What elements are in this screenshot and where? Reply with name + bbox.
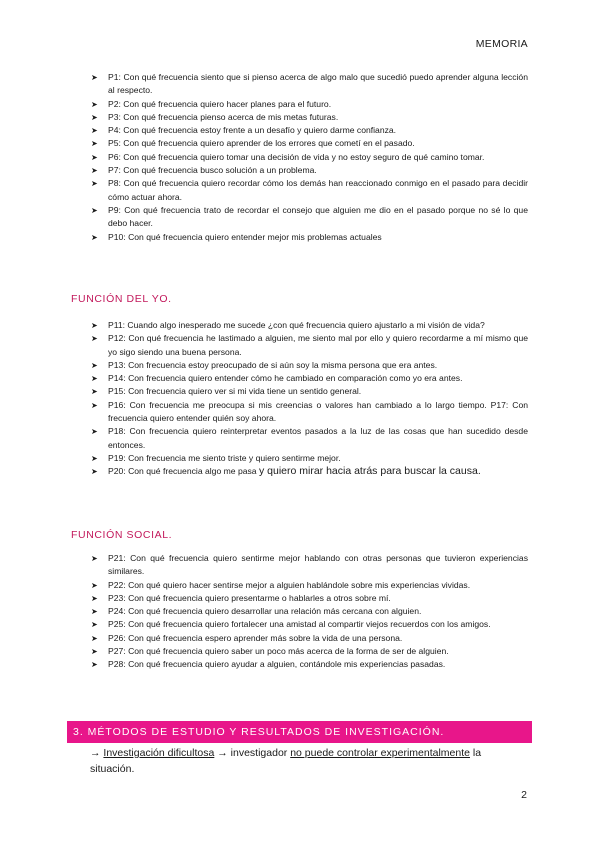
arrow-bullet-icon: ➤ [91,179,98,189]
list-item: ➤ P5: Con qué frecuencia quiero aprender de los errores que cometí en el pasado. [0,137,599,150]
arrow-bullet-icon: ➤ [91,580,98,590]
arrow-bullet-icon: ➤ [91,620,98,630]
arrow-bullet-icon: ➤ [91,112,98,122]
arrow-bullet-icon: ➤ [91,593,98,603]
arrow-bullet-icon: ➤ [91,321,98,330]
list-item: ➤ P8: Con qué frecuencia quiero recordar cómo los demás han reaccionado conmigo en el pasado para decidir cómo actuar ahora. [91,178,528,202]
section-title-yo: FUNCIÓN DEL YO. [71,293,172,305]
arrow-bullet-icon: ➤ [91,387,98,397]
arrow-bullet-icon: ➤ [91,126,98,136]
arrow-bullet-icon: ➤ [91,139,98,149]
arrow-bullet-icon: ➤ [91,334,98,344]
list-item: ➤ P2: Con qué frecuencia quiero hacer planes para el futuro. [0,98,599,111]
list-item: ➤ P28: Con qué frecuencia quiero ayudar a alguien, contándole mis experiencias pasadas. [0,658,599,671]
question-list-social [0,552,599,672]
page-number: 2 [521,789,527,801]
list-item: ➤ P4: Con qué frecuencia estoy frente a un desafío y quiero darme confianza. [0,124,599,137]
list-item: ➤ P14: Con frecuencia quiero entender cómo he cambiado en comparación como yo era antes. [0,372,599,385]
page-header-title: MEMORIA [475,38,528,50]
section-banner: 3. MÉTODOS DE ESTUDIO Y RESULTADOS DE INVESTIGACIÓN. [67,721,532,743]
arrow-bullet-icon: ➤ [91,554,98,563]
arrow-bullet-icon: ➤ [91,152,98,162]
arrow-bullet-icon: ➤ [91,99,98,109]
note-term: Investigación dificultosa [103,747,215,759]
list-item: ➤ P13: Con frecuencia estoy preocupado de si aún soy la misma persona que era antes. [0,359,599,372]
list-item: ➤ P15: Con frecuencia quiero ver si mi vida tiene un sentido general. [0,385,599,398]
arrow-bullet-icon: ➤ [91,427,98,437]
list-item: ➤ P21: Con qué frecuencia quiero sentirme mejor hablando con otras personas que tuvieron experiencias similares. [91,553,528,577]
arrow-bullet-icon: ➤ [91,166,98,176]
arrow-bullet-icon: ➤ [91,467,98,477]
note-underlined: no puede controlar experimentalmente [290,747,470,759]
list-item: ➤ P3: Con qué frecuencia pienso acerca de mis metas futuras. [0,111,599,124]
list-item: ➤ P7: Con qué frecuencia busco solución a un problema. [0,164,599,177]
list-item: ➤ P19: Con frecuencia me siento triste y quiero sentirme mejor. [0,452,599,465]
list-item: ➤ P12: Con qué frecuencia he lastimado a alguien, me siento mal por ello y quiero recordarme a mí mismo que yo sigo siendo una buena persona. [91,333,528,357]
question-list-yo [0,319,599,479]
section-title-social: FUNCIÓN SOCIAL. [71,529,173,541]
list-item: ➤ P18: Con frecuencia quiero reinterpretar eventos pasados a la luz de las cosas que han sucedido desde entonces. [91,426,528,450]
list-item: ➤ P27: Con qué frecuencia quiero saber un poco más acerca de la forma de ser de alguien. [0,645,599,658]
list-item: ➤ P23: Con qué frecuencia quiero presentarme o hablarles a otros sobre mí. [0,592,599,605]
arrow-bullet-icon: ➤ [91,607,98,617]
list-item: ➤ P25: Con qué frecuencia quiero fortalecer una amistad al compartir viejos recuerdos con los amigos. [0,618,599,631]
list-item: ➤ P11: Cuando algo inesperado me sucede ¿con qué frecuencia quiero ajustarlo a mi visión de vida? [0,319,599,332]
right-arrow-icon: → [90,747,101,759]
research-note [90,745,527,777]
arrow-bullet-icon: ➤ [91,232,98,242]
arrow-bullet-icon: ➤ [91,633,98,643]
question-list-1 [0,71,599,244]
arrow-bullet-icon: ➤ [91,647,98,657]
arrow-bullet-icon: ➤ [91,205,98,215]
arrow-bullet-icon: ➤ [91,400,98,410]
list-item: ➤ P22: Con qué quiero hacer sentirse mejor a alguien hablándole sobre mis experiencias vividas. [0,579,599,592]
list-item: ➤ P10: Con qué frecuencia quiero entender mejor mis problemas actuales [0,231,599,244]
list-item: ➤ P6: Con qué frecuencia quiero tomar una decisión de vida y no estoy seguro de qué camino tomar. [0,151,599,164]
arrow-bullet-icon: ➤ [91,453,98,463]
arrow-bullet-icon: ➤ [91,360,98,370]
list-item: ➤ P26: Con qué frecuencia espero aprender más sobre la vida de una persona. [0,632,599,645]
list-item: ➤ P1: Con qué frecuencia siento que si pienso acerca de algo malo que sucedió puedo aprender alguna lección al respecto. [91,72,528,96]
note-end: la situación. [90,747,482,775]
note-mid: → investigador [214,747,291,759]
arrow-bullet-icon: ➤ [91,660,98,670]
arrow-bullet-icon: ➤ [91,374,98,384]
arrow-bullet-icon: ➤ [91,73,98,82]
list-item: ➤ P24: Con qué frecuencia quiero desarrollar una relación más cercana con alguien. [0,605,599,618]
list-item: ➤ P20: Con qué frecuencia algo me pasa y quiero mirar hacia atrás para buscar la causa. [91,465,481,478]
list-item: ➤ P16: Con frecuencia me preocupa si mis creencias o valores han cambiado a lo largo tiempo. P17: Con frecuencia quiero entender quién soy ahora. [91,399,528,424]
list-item: ➤ P9: Con qué frecuencia trato de recordar el consejo que alguien me dio en el pasado porque no sé lo que debo hacer. [91,204,528,229]
